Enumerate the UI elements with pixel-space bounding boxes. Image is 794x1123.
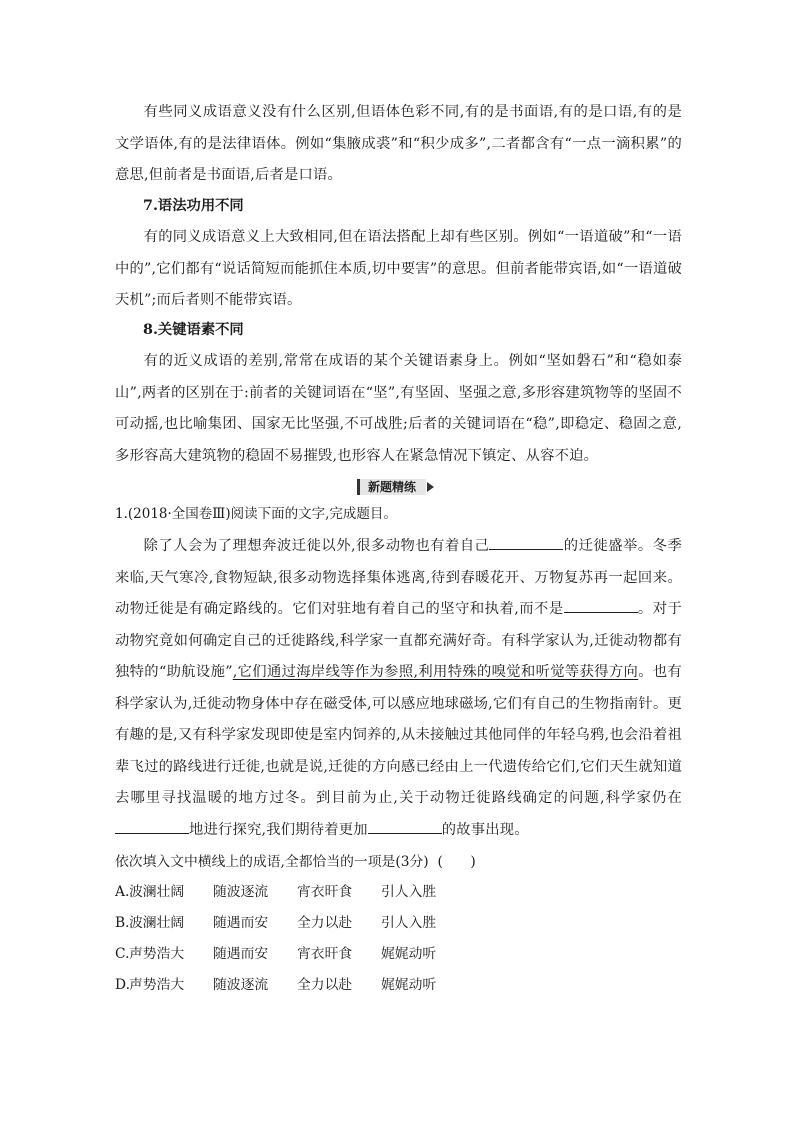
section-badge: 新题精练 [357,479,426,495]
option-word: 娓娓动听 [381,977,437,993]
option-label: D. [115,977,130,993]
underlined-sentence: ,它们通过海岸线等作为参照,利用特殊的嗅觉和听觉等获得方向 [232,664,639,680]
question-passage [115,531,682,846]
option-word: 声势浩大 [129,946,185,962]
fill-blank-4 [368,819,442,834]
option-b[interactable] [115,911,465,935]
prompt-text: 依次填入文中横线上的成语,全都恰当的一项是(3分) [115,854,429,870]
passage-segment: 地进行探究,我们期待着更加 [189,821,368,838]
heading-grammar-function: 7.语法功用不同 [143,198,244,214]
option-word: 随波逐流 [213,977,269,993]
option-word: 波澜壮阔 [129,915,185,931]
question-prompt [115,850,476,874]
option-word: 娓娓动听 [381,946,437,962]
option-word: 引人入胜 [381,884,437,900]
option-word: 声势浩大 [129,977,185,993]
fill-blank-3 [115,819,189,834]
passage-segment: 。也有科学家认为,迁徙动物身体中存在磁受体,可以感应地球磁场,它们有自己的生物指南针。更有趣的是,又有科学家发现即使是室内饲养的,从未接触过其他同伴的年轻乌鸦,也会沿着祖辈飞过的路线进行迁徙,也就是说,迁徙的方向感已经由上一代遗传给它们,它们天生就知道去哪里寻找温暖的地方过冬。到目前为止,关于动物迁徙路线确定的问题,科学家仍在 [115,664,682,806]
option-word: 宵衣旰食 [297,946,353,962]
passage-segment: 的迁徙盛举。冬季来临,天气寒冷,食物短缺,很多动物选择集体逃离,待到春暖花开、万物复苏再一起回来。动物迁徙是有确定路线的。它们对驻地有着自己的坚守和执着,而不是 [115,538,682,617]
answer-paren: ( ) [437,854,476,870]
fill-blank-1 [489,535,563,550]
heading-key-morpheme: 8.关键语素不同 [143,322,244,338]
paragraph-register-difference: 有些同义成语意义没有什么区别,但语体色彩不同,有的是书面语,有的是口语,有的是文学语体,有的是法律语体。例如“集腋成裘”和“积少成多”,二者都含有“一点一滴积累”的意思,但前者是书面语,后者是口语。 [115,104,682,183]
option-word: 随遇而安 [213,946,269,962]
option-a[interactable] [115,880,465,904]
passage-segment: 除了人会为了理想奔波迁徙以外,很多动物也有着自己 [143,538,490,554]
option-d[interactable] [115,973,465,997]
option-word: 波澜壮阔 [129,884,185,900]
option-label: A. [115,884,130,900]
option-word: 随波逐流 [213,884,269,900]
option-word: 宵衣旰食 [297,884,353,900]
passage-segment: 。对于动物究竟如何确定自己的迁徙路线,科学家一直都充满好奇。有科学家认为,迁徙动物都有独特的“助航设施” [115,601,682,680]
fill-blank-2 [564,598,638,613]
option-label: C. [115,946,130,962]
passage-segment: 的故事出现。 [441,821,529,838]
paragraph-grammar-function: 有的同义成语意义上大致相同,但在语法搭配上却有些区别。例如“一语道破”和“一语中的”,它们都有“说话简短而能抓住本质,切中要害”的意思。但前者能带宾语,如“一语道破天机”;而后者则不能带宾语。 [115,229,682,308]
paragraph-key-morpheme: 有的近义成语的差别,常常在成语的某个关键语素身上。例如“坚如磐石”和“稳如泰山”,两者的区别在于:前者的关键词语在“坚”,有坚固、坚强之意,多形容建筑物等的坚固不可动摇,也比喻集团、国家无比坚强,不可战胜;后者的关键词语在“稳”,即稳定、稳固之意,多形容高大建筑物的稳固不易摧毁,也形容人在紧急情况下镇定、从容不迫。 [115,353,682,464]
option-c[interactable] [115,942,465,966]
option-word: 引人入胜 [381,915,437,931]
option-label: B. [115,915,130,931]
question-title: 1.(2018·全国卷Ⅲ)阅读下面的文字,完成题目。 [115,506,397,522]
option-word: 全力以赴 [297,977,353,993]
option-word: 随遇而安 [213,915,269,931]
option-word: 全力以赴 [297,915,353,931]
